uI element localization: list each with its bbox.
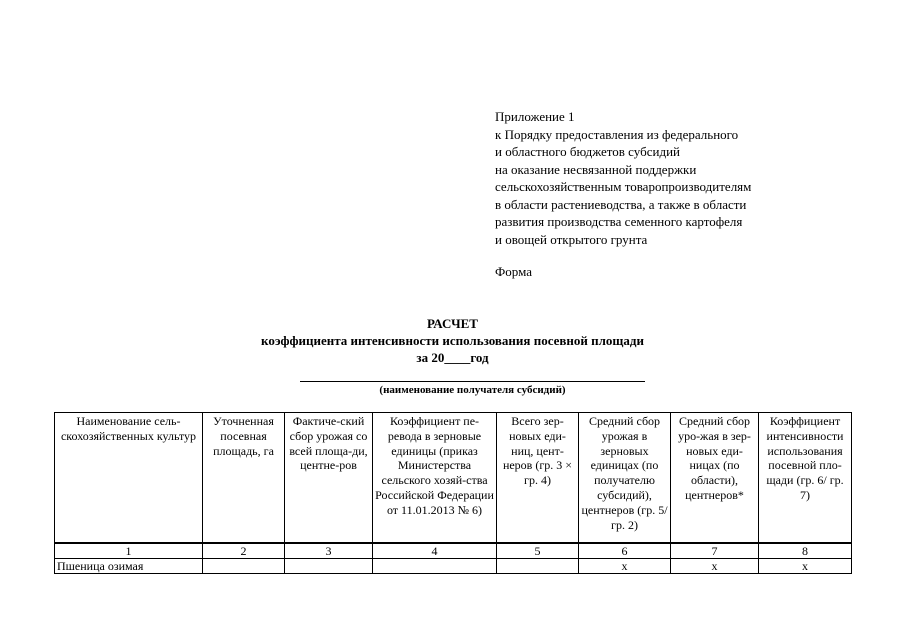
recipient-underline[interactable]	[300, 381, 645, 382]
table-cell-crop: Пшеница озимая	[55, 559, 203, 574]
form-label: Форма	[495, 264, 532, 279]
table-row	[55, 559, 852, 574]
header-cell-actual-harvest: Фактиче-ский сбор урожая со всей площа-ди, центне-ров	[285, 413, 373, 544]
table-cell-value: х	[579, 559, 671, 574]
column-number: 2	[203, 543, 285, 559]
header-cell-avg-harvest-recipient: Средний сбор урожая в зерновых единицах (по получателю субсидий), центнеров (гр. 5/ гр. 2)	[579, 413, 671, 544]
document-subtitle: коэффициента интенсивности использования посевной площади	[261, 333, 644, 348]
column-number: 4	[373, 543, 497, 559]
table-header-row	[55, 413, 852, 544]
table-cell-input[interactable]	[203, 559, 285, 574]
table-cell-input[interactable]	[497, 559, 579, 574]
appendix-line: сельскохозяйственным товаропроизводителям	[495, 179, 752, 194]
header-cell-crop-name: Наименование сель-скохозяйственных культур	[55, 413, 203, 544]
column-number: 3	[285, 543, 373, 559]
table-cell-input[interactable]	[285, 559, 373, 574]
table-cell-value: х	[671, 559, 759, 574]
table-cell-value: х	[759, 559, 852, 574]
header-cell-conversion-coefficient: Коэффициент пе-ревода в зерновые единицы (приказ Министерства сельского хозяй-ства Российской Федерации от 11.01.2013 № 6)	[373, 413, 497, 544]
recipient-label: (наименование получателя субсидий)	[379, 384, 566, 396]
appendix-line: и областного бюджетов субсидий	[495, 144, 680, 159]
column-number: 6	[579, 543, 671, 559]
calculation-table	[54, 412, 852, 574]
table-cell-input[interactable]	[373, 559, 497, 574]
header-cell-sown-area: Уточненная посевная площадь, га	[203, 413, 285, 544]
column-number: 1	[55, 543, 203, 559]
column-number: 5	[497, 543, 579, 559]
appendix-line: на оказание несвязанной поддержки	[495, 161, 697, 177]
appendix-block	[495, 108, 751, 248]
appendix-line: к Порядку предоставления из федерального	[495, 126, 739, 142]
appendix-line: и овощей открытого грунта	[495, 231, 648, 247]
column-number: 7	[671, 543, 759, 559]
document-year: за 20____год	[416, 350, 489, 365]
appendix-line: развития производства семенного картофеля	[495, 214, 743, 229]
header-cell-total-grain-units: Всего зер-новых еди-ниц, цент-неров (гр. 3 × гр. 4)	[497, 413, 579, 544]
appendix-line: Приложение 1	[495, 109, 575, 124]
document-title: РАСЧЕТ	[427, 316, 478, 331]
header-cell-avg-harvest-region: Средний сбор уро-жая в зер-новых еди-ницах (по области), центнеров*	[671, 413, 759, 544]
header-cell-intensity-coefficient: Коэффициент интенсивности использования посевной пло-щади (гр. 6/ гр. 7)	[759, 413, 852, 544]
column-number-row	[55, 543, 852, 559]
column-number: 8	[759, 543, 852, 559]
appendix-line: в области растениеводства, а также в области	[495, 196, 747, 212]
